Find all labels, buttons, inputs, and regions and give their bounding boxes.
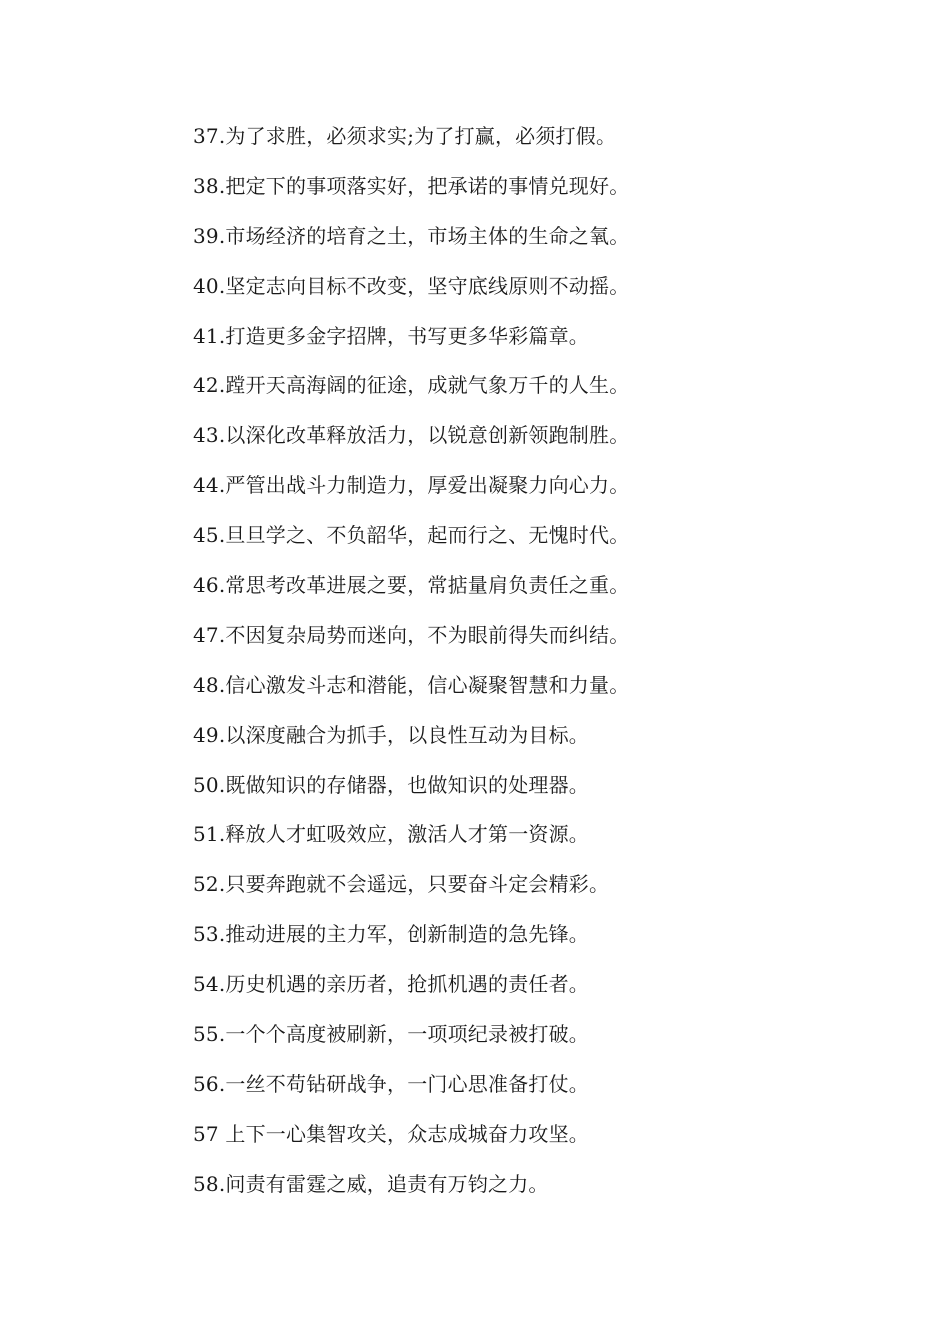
list-item: 48.信心激发斗志和潜能，信心凝聚智慧和力量。 [193, 672, 630, 697]
list-item: 47.不因复杂局势而迷向，不为眼前得失而纠结。 [193, 622, 630, 647]
list-item: 43.以深化改革释放活力，以锐意创新领跑制胜。 [193, 423, 630, 448]
list-item: 53.推动进展的主力军，创新制造的急先锋。 [193, 922, 590, 947]
list-item: 55.一个个高度被刷新，一项项纪录被打破。 [193, 1022, 590, 1047]
list-item: 52.只要奔跑就不会遥远，只要奋斗定会精彩。 [193, 872, 610, 897]
list-item: 37.为了求胜，必须求实;为了打赢，必须打假。 [193, 124, 617, 148]
list-item: 57 上下一心集智攻关，众志成城奋力攻坚。 [193, 1121, 590, 1146]
list-item: 38.把定下的事项落实好，把承诺的事情兑现好。 [193, 173, 630, 198]
list-item: 44.严管出战斗力制造力，厚爱出凝聚力向心力。 [193, 473, 630, 498]
list-item: 54.历史机遇的亲历者，抢抓机遇的责任者。 [193, 972, 590, 997]
list-item: 39.市场经济的培育之土，市场主体的生命之氧。 [193, 223, 630, 248]
list-item: 40.坚定志向目标不改变，坚守底线原则不动摇。 [193, 273, 630, 298]
list-item: 46.常思考改革进展之要，常掂量肩负责任之重。 [193, 573, 630, 598]
list-item: 50.既做知识的存储器，也做知识的处理器。 [193, 772, 590, 797]
list-item: 51.释放人才虹吸效应，激活人才第一资源。 [193, 822, 590, 847]
list-item: 41.打造更多金字招牌，书写更多华彩篇章。 [193, 323, 590, 348]
list-item: 45.旦旦学之、不负韶华，起而行之、无愧时代。 [193, 523, 630, 548]
list-item: 42.蹚开天高海阔的征途，成就气象万千的人生。 [193, 373, 630, 398]
slogan-list [193, 118, 893, 1216]
list-item: 49.以深度融合为抓手，以良性互动为目标。 [193, 722, 590, 747]
list-item: 56.一丝不苟钻研战争，一门心思准备打仗。 [193, 1071, 590, 1096]
list-item: 58.问责有雷霆之威，追责有万钧之力。 [193, 1171, 549, 1196]
